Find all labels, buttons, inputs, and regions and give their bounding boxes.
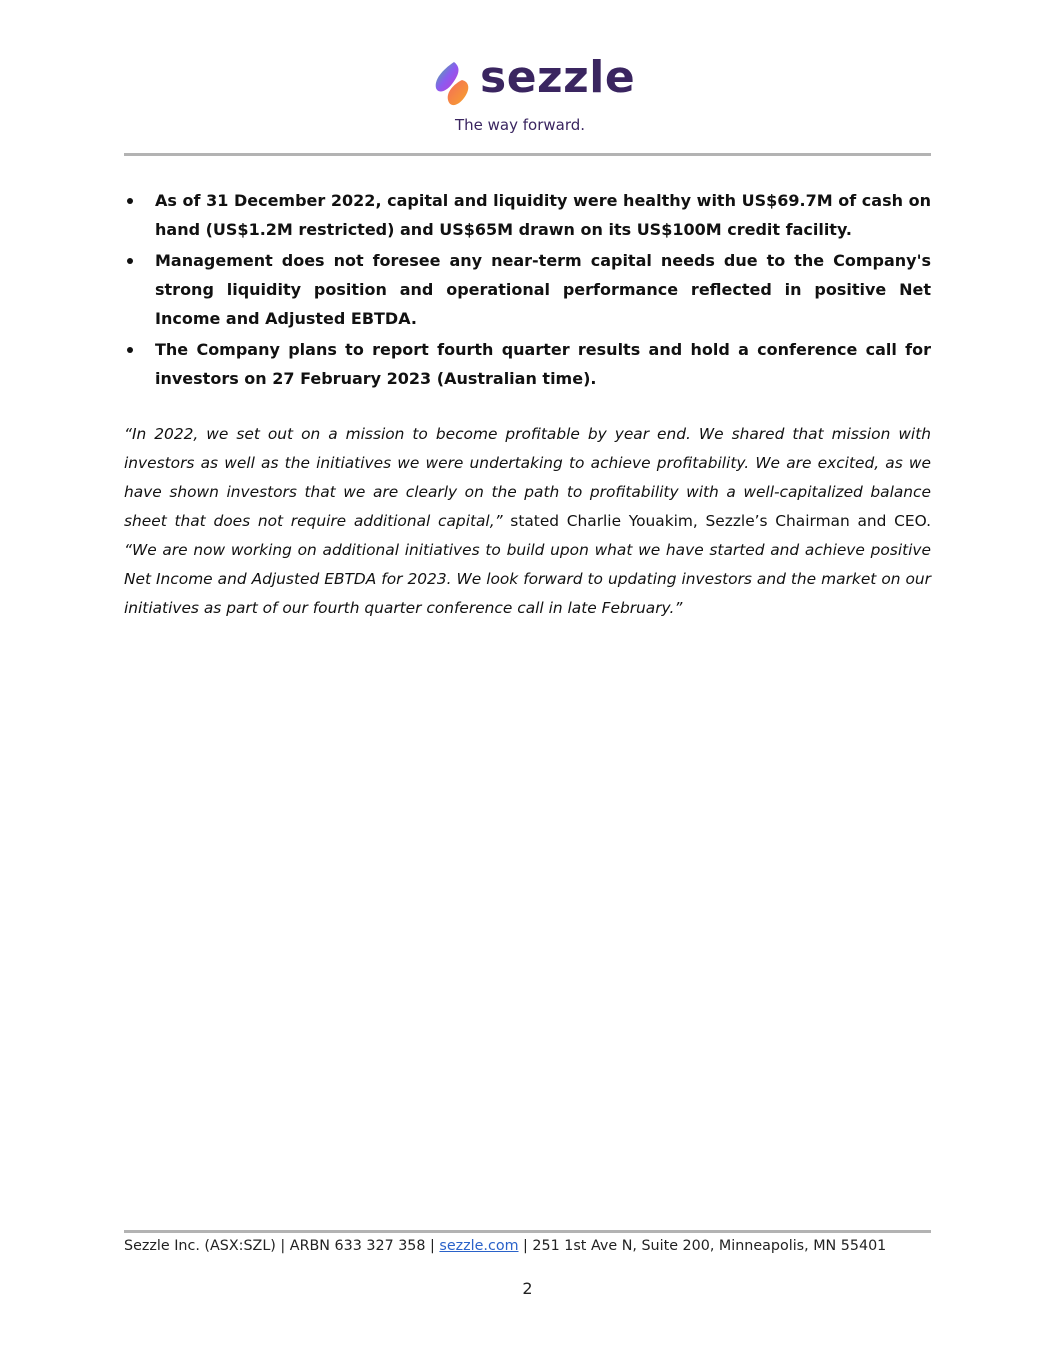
- footer-divider: [124, 1230, 931, 1233]
- footer-address: | 251 1st Ave N, Suite 200, Minneapolis, MN 55401: [518, 1238, 887, 1254]
- quote-attribution: stated Charlie Youakim, Sezzle’s Chairman and CEO.: [502, 512, 931, 530]
- quote-part-1: “In 2022, we set out on a mission to become profitable by year end. We shared that mission with investors as well as the initiatives we were undertaking to achieve profitability. We are excited, as we have shown investors that we are clearly on the path to profitability with a well-capitalized balance sheet that does not require additional capital,”: [124, 425, 931, 530]
- highlights-list: [124, 186, 931, 395]
- sezzle-logo-text: sezzle: [480, 52, 636, 103]
- tagline: The way forward.: [455, 116, 586, 134]
- header-divider: [124, 153, 931, 156]
- page-number: 2: [522, 1279, 533, 1298]
- website-link[interactable]: sezzle.com: [439, 1238, 519, 1254]
- sezzle-logo: [432, 52, 636, 110]
- list-item: As of 31 December 2022, capital and liquidity were healthy with US$69.7M of cash on hand (US$1.2M restricted) and US$65M drawn on its US$100M credit facility.: [124, 186, 931, 244]
- page-footer: [124, 1238, 931, 1254]
- bullet-icon: [127, 198, 133, 204]
- footer-company-info: Sezzle Inc. (ASX:SZL) | ARBN 633 327 358 |: [124, 1238, 440, 1254]
- bullet-icon: [127, 347, 133, 353]
- bullet-icon: [127, 258, 133, 264]
- ceo-quote-paragraph: [124, 420, 931, 623]
- list-item: The Company plans to report fourth quarter results and hold a conference call for investors on 27 February 2023 (Australian time).: [124, 335, 931, 393]
- quote-part-2: “We are now working on additional initiatives to build upon what we have started and achieve positive Net Income and Adjusted EBTDA for 2023. We look forward to updating investors and the market on our initiatives as part of our fourth quarter conference call in late February.”: [124, 541, 931, 617]
- sezzle-logo-mark-icon: [432, 60, 472, 110]
- list-item: Management does not foresee any near-term capital needs due to the Company's strong liquidity position and operational performance reflected in positive Net Income and Adjusted EBTDA.: [124, 246, 931, 333]
